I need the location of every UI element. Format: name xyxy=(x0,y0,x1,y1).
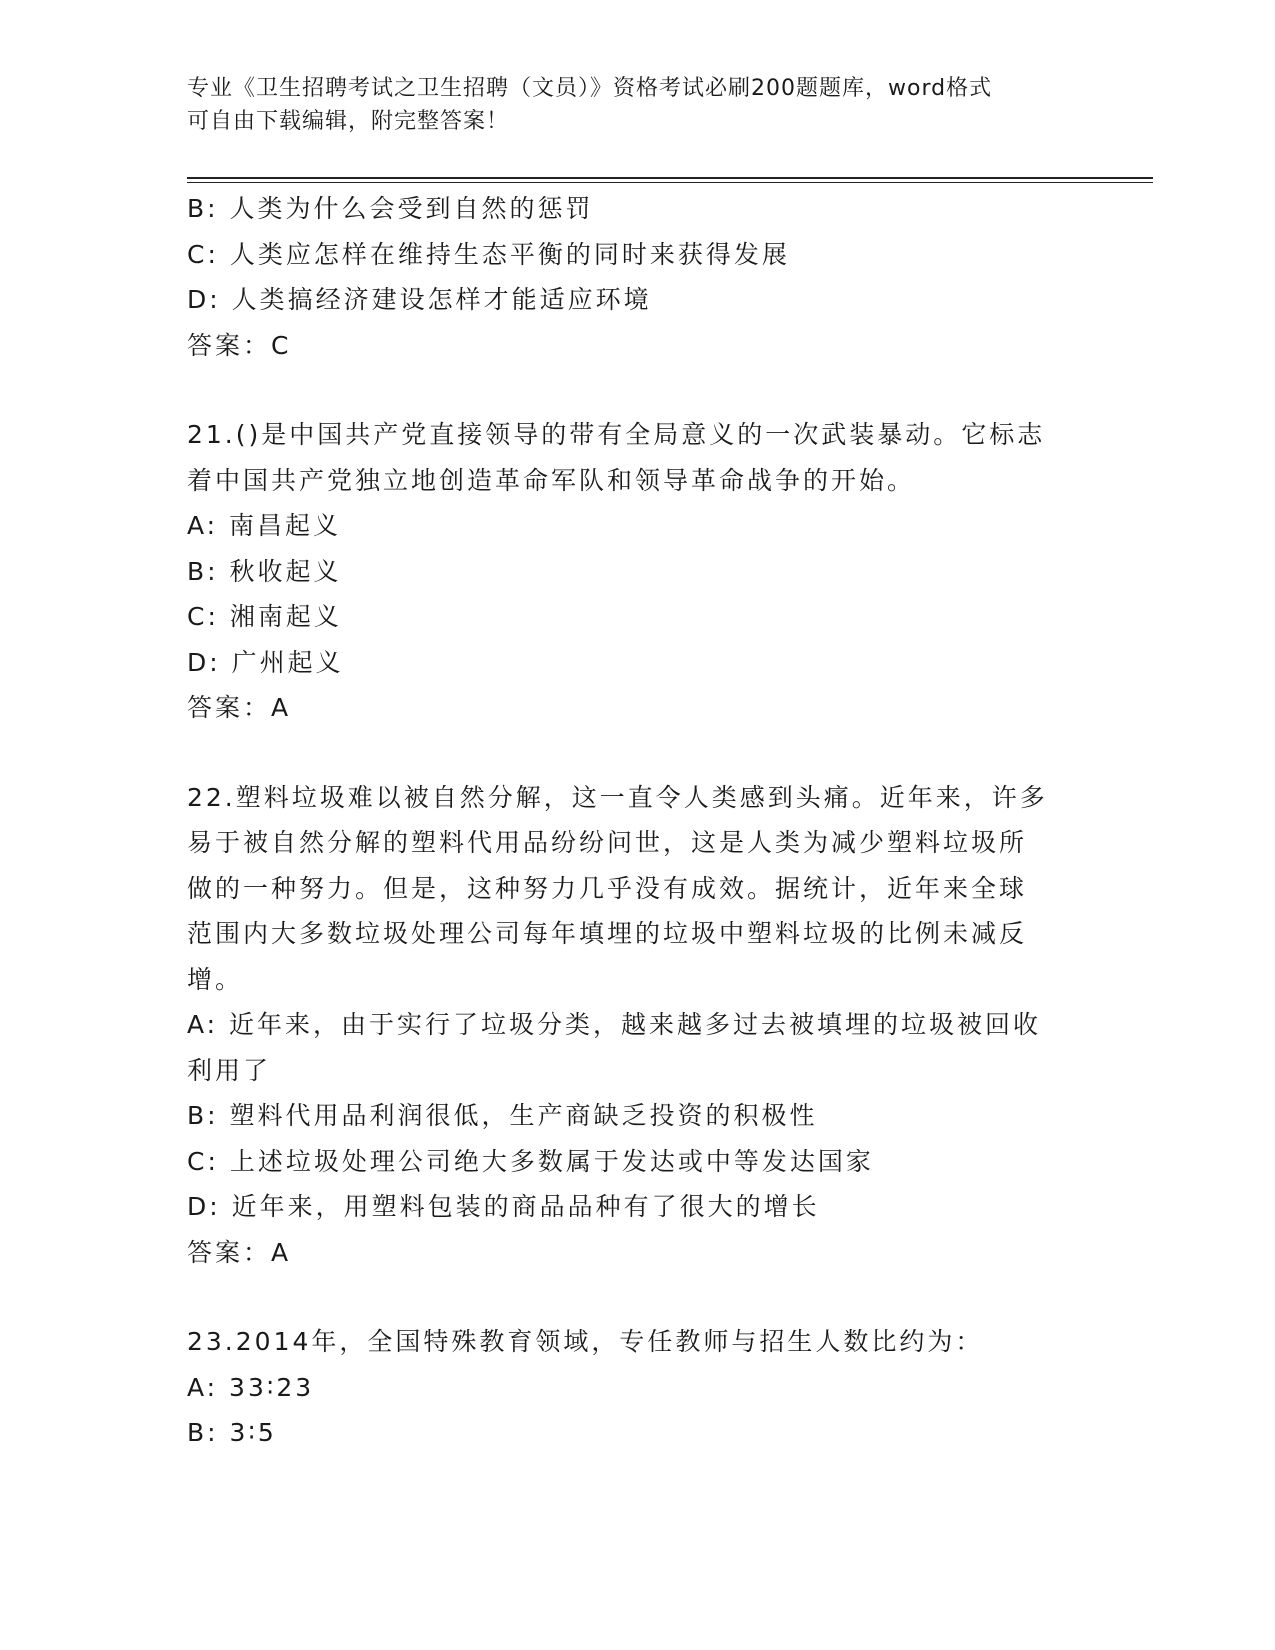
question-stem-line: 范围内大多数垃圾处理公司每年填埋的垃圾中塑料垃圾的比例未减反 xyxy=(187,919,1028,948)
option-b: B: 3∶5 xyxy=(187,1418,277,1447)
question-21 xyxy=(187,412,1087,731)
option-c: C: 湘南起义 xyxy=(187,602,342,631)
question-stem-line: 21.()是中国共产党直接领导的带有全局意义的一次武装暴动。它标志 xyxy=(187,420,1046,449)
option-d: D: 广州起义 xyxy=(187,647,344,677)
option-b: B: 塑料代用品利润很低，生产商缺乏投资的积极性 xyxy=(187,1101,818,1130)
question-stem-line: 22.塑料垃圾难以被自然分解，这一直令人类感到头痛。近年来，许多 xyxy=(187,782,1048,812)
answer-line: 答案：A xyxy=(187,1237,292,1267)
header-rule-thin xyxy=(187,182,1153,183)
question-23 xyxy=(187,1319,1087,1456)
question-20 xyxy=(187,186,1087,368)
option-c: C: 上述垃圾处理公司绝大多数属于发达或中等发达国家 xyxy=(187,1146,874,1176)
option-d: D: 近年来，用塑料包装的商品品种有了很大的增长 xyxy=(187,1192,820,1221)
question-stem-line: 着中国共产党独立地创造革命军队和领导革命战争的开始。 xyxy=(187,465,916,495)
option-a: A: 南昌起义 xyxy=(187,511,342,540)
option-c: C: 人类应怎样在维持生态平衡的同时来获得发展 xyxy=(187,239,790,269)
question-22 xyxy=(187,775,1087,1276)
answer-line: 答案：A xyxy=(187,693,292,722)
question-stem-line: 做的一种努力。但是，这种努力几乎没有成效。据统计，近年来全球 xyxy=(187,873,1028,903)
option-d: D: 人类搞经济建设怎样才能适应环境 xyxy=(187,285,652,314)
header-rule-thick xyxy=(187,177,1153,179)
option-b: B: 人类为什么会受到自然的惩罚 xyxy=(187,194,594,223)
header-line-1: 专业《卫生招聘考试之卫生招聘（文员）》资格考试必刷200题题库，word格式 xyxy=(187,76,993,101)
answer-line: 答案：C xyxy=(187,330,292,360)
option-b: B: 秋收起义 xyxy=(187,556,342,586)
option-a: A: 近年来，由于实行了垃圾分类，越来越多过去被填埋的垃圾被回收 xyxy=(187,1010,1042,1039)
question-stem-line: 23.2014年，全国特殊教育领域，专任教师与招生人数比约为： xyxy=(187,1327,984,1356)
header-line-2: 可自由下载编辑，附完整答案！ xyxy=(187,109,510,134)
document-header xyxy=(187,72,1087,138)
option-a-continued: 利用了 xyxy=(187,1055,272,1085)
question-stem-line: 增。 xyxy=(187,964,244,994)
question-content xyxy=(187,186,1087,1456)
question-stem-line: 易于被自然分解的塑料代用品纷纷问世，这是人类为减少塑料垃圾所 xyxy=(187,828,1028,857)
option-a: A: 33∶23 xyxy=(187,1372,315,1402)
